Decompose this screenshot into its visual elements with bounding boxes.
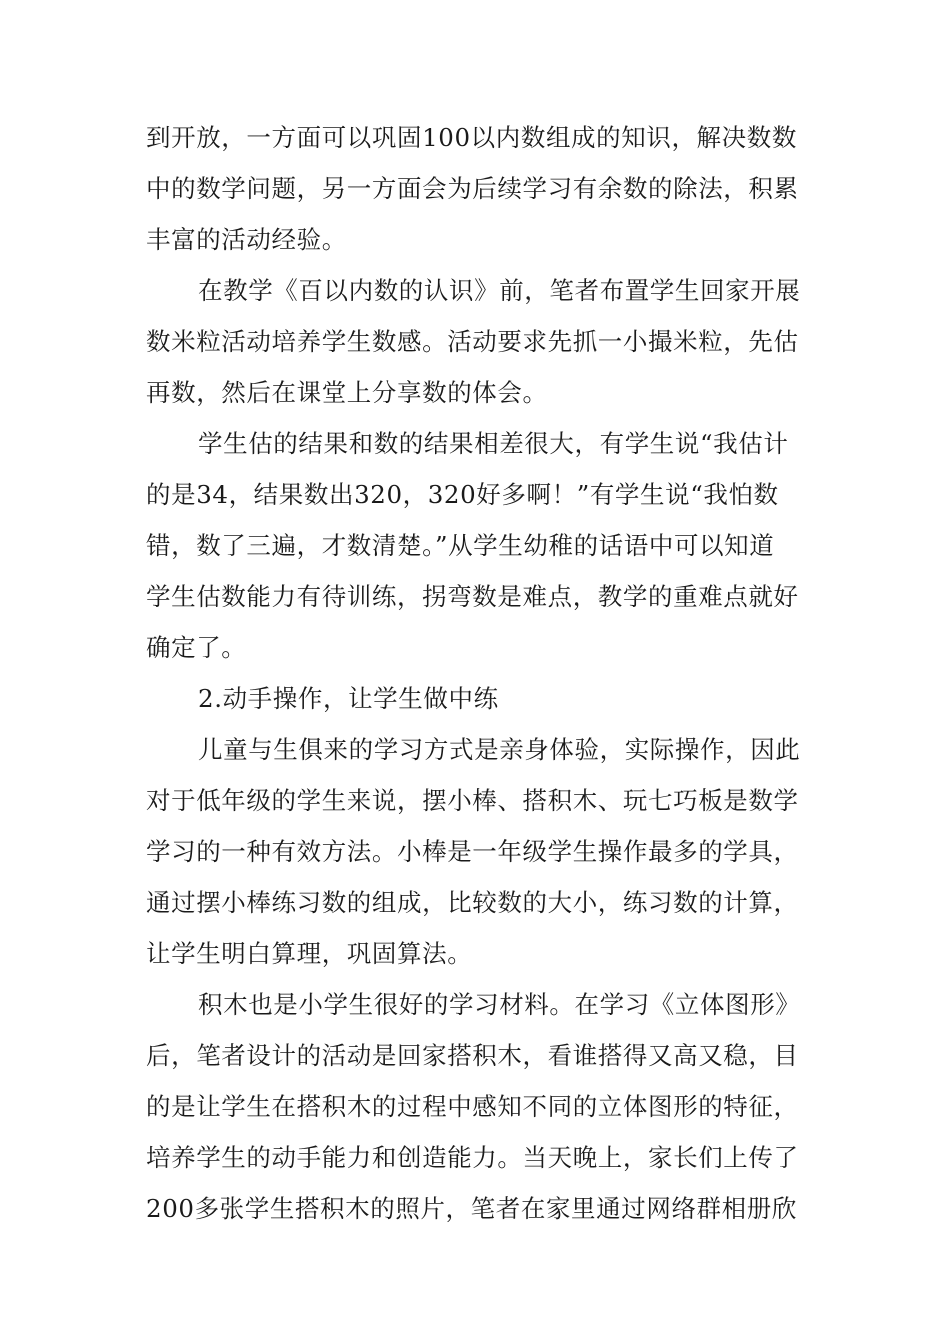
- text-line: 再数，然后在课堂上分享数的体会。: [146, 378, 548, 407]
- text-line: 到开放，一方面可以巩固100以内数组成的知识，解决数数: [146, 123, 797, 152]
- paragraph-first-line: 积木也是小学生很好的学习材料。在学习《立体图形》: [198, 990, 801, 1019]
- text-line: 中的数学问题，另一方面会为后续学习有余数的除法，积累: [146, 174, 799, 203]
- body-text: [146, 112, 806, 1234]
- text-line: 让学生明白算理，巩固算法。: [146, 939, 473, 968]
- text-line: 错，数了三遍，才数清楚。”从学生幼稚的话语中可以知道: [146, 531, 775, 560]
- paragraph-first-line: 在教学《百以内数的认识》前，笔者布置学生回家开展: [198, 276, 801, 305]
- text-line: 的是34，结果数出320，320好多啊！”有学生说“我怕数: [146, 480, 779, 509]
- text-line: 培养学生的动手能力和创造能力。当天晚上，家长们上传了: [146, 1143, 799, 1172]
- section-heading: 2.动手操作，让学生做中练: [198, 684, 499, 713]
- text-line: 确定了。: [146, 633, 247, 662]
- text-line: 200多张学生搭积木的照片，笔者在家里通过网络群相册欣: [146, 1194, 797, 1223]
- text-line: 丰富的活动经验。: [146, 225, 347, 254]
- text-line: 数米粒活动培养学生数感。活动要求先抓一小撮米粒，先估: [146, 327, 799, 356]
- text-line: 学生估数能力有待训练，拐弯数是难点，教学的重难点就好: [146, 582, 799, 611]
- text-line: 的是让学生在搭积木的过程中感知不同的立体图形的特征，: [146, 1092, 799, 1121]
- paragraph-first-line: 学生估的结果和数的结果相差很大，有学生说“我估计: [198, 429, 789, 458]
- text-line: 对于低年级的学生来说，摆小棒、搭积木、玩七巧板是数学: [146, 786, 799, 815]
- text-line: 学习的一种有效方法。小棒是一年级学生操作最多的学具，: [146, 837, 799, 866]
- text-line: 通过摆小棒练习数的组成，比较数的大小，练习数的计算，: [146, 888, 799, 917]
- paragraph-first-line: 儿童与生俱来的学习方式是亲身体验，实际操作，因此: [198, 735, 801, 764]
- text-line: 后，笔者设计的活动是回家搭积木，看谁搭得又高又稳，目: [146, 1041, 799, 1070]
